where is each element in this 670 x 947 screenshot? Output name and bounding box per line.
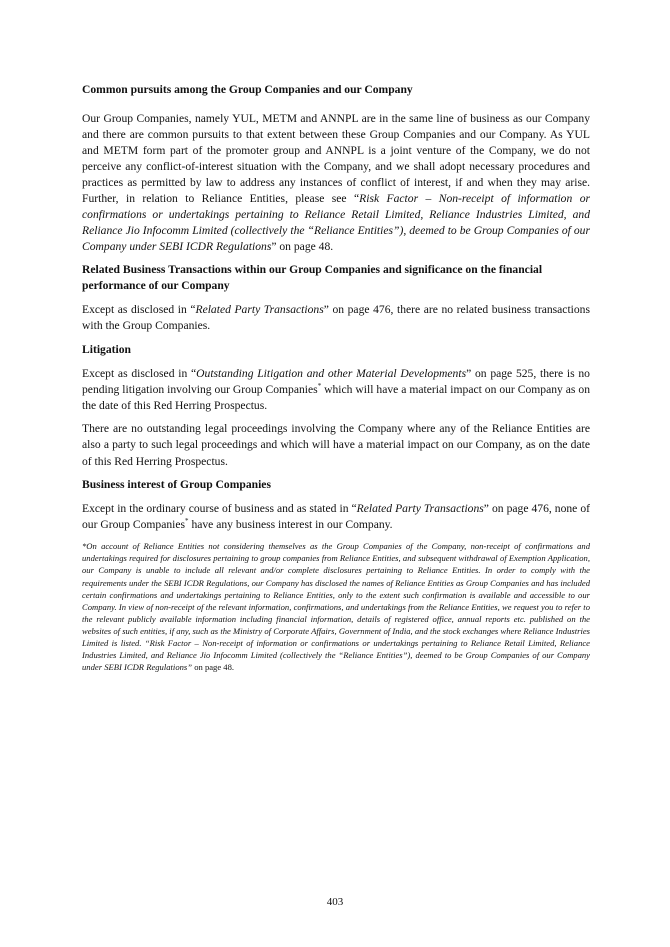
cross-reference: Outstanding Litigation and other Material Developments [196, 367, 467, 381]
paragraph-related-business [82, 302, 590, 334]
text: Except as disclosed in “ [82, 303, 196, 317]
paragraph-common-pursuits [82, 111, 590, 256]
text: which will have a material impact on our Company as on the date of this Red Herring Prospectus. [82, 383, 590, 413]
page-number: 403 [326, 896, 344, 908]
footnote-marker: * [317, 382, 322, 391]
heading-common-pursuits: Common pursuits among the Group Companies and our Company [82, 83, 413, 96]
heading-business-interest: Business interest of Group Companies [82, 477, 271, 491]
footnote-page-ref: on page 48. [192, 662, 235, 673]
paragraph-legal-proceedings: There are no outstanding legal proceedings involving the Company where any of the Reliance Entities are also a party to such legal proceedings and which will have a material impact on our Company, as on the date of this Red Herring Prospectus. [82, 422, 590, 468]
heading-related-business: Related Business Transactions within our Group Companies and significance on the financial performance of our Company [82, 263, 543, 292]
footnote-marker: * [185, 517, 189, 526]
cross-reference: Related Party Transactions [356, 502, 484, 516]
heading-litigation: Litigation [82, 342, 131, 356]
text: ” on page 476, there are no related business transactions with the Group Companies. [82, 303, 590, 333]
paragraph-litigation [82, 366, 590, 414]
paragraph-business-interest [82, 501, 590, 533]
text: Except as disclosed in “ [82, 367, 197, 381]
cross-reference: Risk Factor – Non-receipt of information or confirmations or undertakings pertaining to Reliance Retail Limited, Reliance Industries Limited, and Reliance Jio Infocomm Limited (collectively the “Reliance Entities”), deemed to be Group Companies of our Company under SEBI ICDR Regulations [82, 191, 590, 254]
cross-reference: Related Party Transactions [195, 303, 324, 317]
text: ” on page 525, there is no pending litigation involving our Group Companies [82, 367, 590, 397]
text: Except in the ordinary course of business and as stated in “ [82, 502, 357, 516]
text: ” on page 48. [271, 240, 334, 254]
footnote-text: *On account of Reliance Entities not considering themselves as the Group Companies of the Company, non-receipt of confirmations and undertakings required for disclosures pertaining to group companies from Reliance Entities, and subsequent withdrawal of Exemption Application, our Company is unable to include all relevant and/or complete disclosures pertaining to Reliance Entities. In order to comply with the requirements under the SEBI ICDR Regulations, our Company has disclosed the names of Reliance Entities as Group Companies and has included certain confirmations and undertakings pertaining to Reliance Entities, only to the extent such confirmation is available and accessible to our Company. In view of non-receipt of the relevant information, confirmations, and undertakings from the Reliance Entities, we request you to refer to the relevant publicly available information including financial information, details of registered office, annual reports etc. published on the websites of such entities, if any, such as the Ministry of Corporate Affairs, Government of India, and the stock exchanges where Reliance Industries Limited is listed. “Risk Factor – Non-receipt of information or confirmations or undertakings pertaining to Reliance Retail Limited, Reliance Industries Limited, and Reliance Jio Infocomm Limited (collectively the “Reliance Entities”), deemed to be Group Companies of our Company under SEBI ICDR Regulations” [82, 541, 590, 673]
footnote [82, 540, 590, 673]
text: have any business interest in our Company. [188, 518, 393, 532]
text: ” on page 476, none of our Group Companies [82, 502, 590, 532]
text: Our Group Companies, namely YUL, METM and ANNPL are in the same line of business as our Company and there are common pursuits to that extent between these Group Companies and our Company. As YUL and METM form part of the promoter group and ANNPL is a joint venture of the Company, we do not perceive any conflict-of-interest situation with the Company, and we shall adopt necessary procedures and practices as permitted by law to address any instances of conflict of interest, if and when they may arise. Further, in relation to Reliance Entities, please see “ [82, 111, 590, 205]
page-body [82, 0, 590, 753]
